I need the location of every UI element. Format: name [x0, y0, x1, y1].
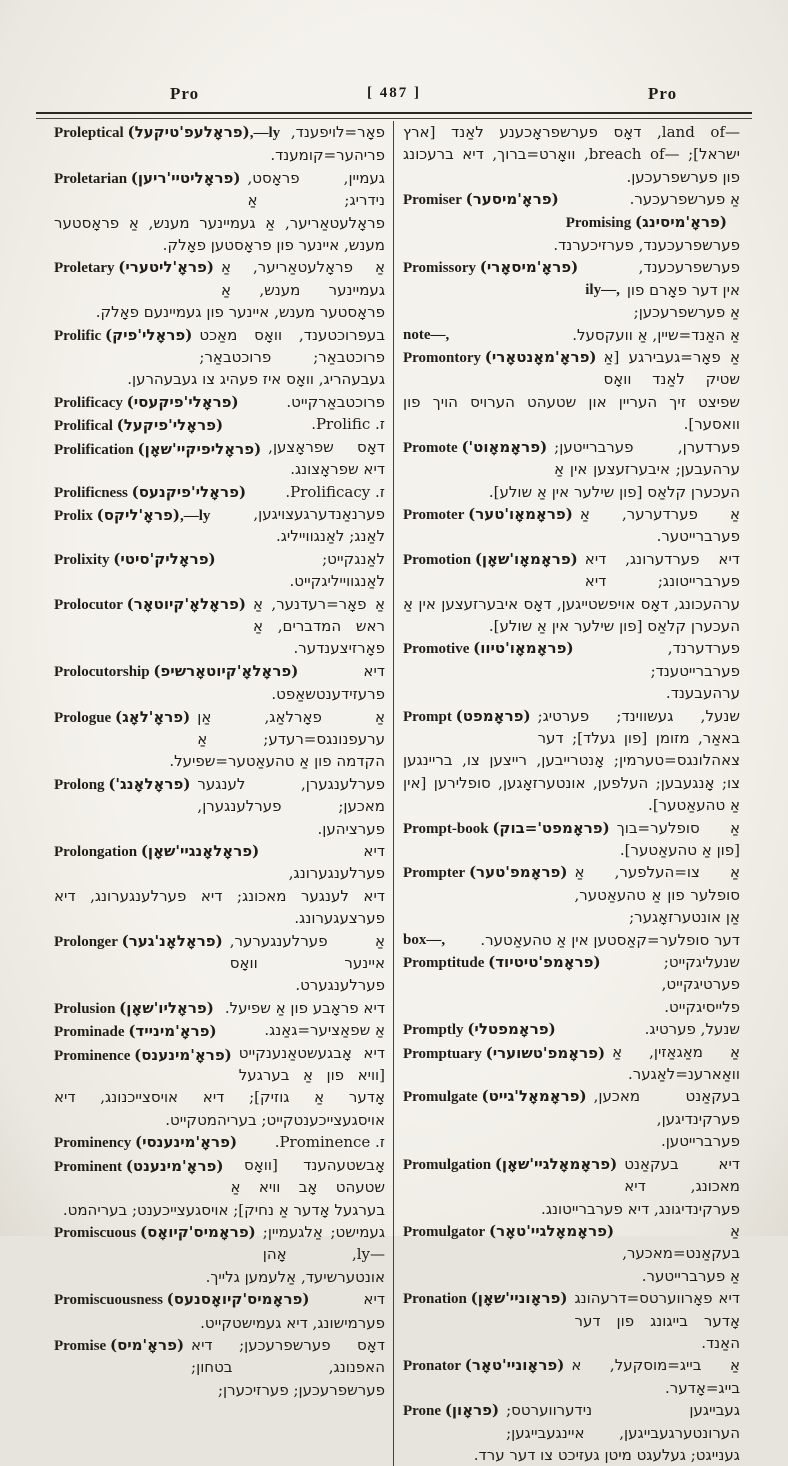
pronunciation: (פראָלי'פיק) [104, 325, 193, 344]
dictionary-entry: Proleptical (פראָלעפ'טיקעל),—ly פאָר=לויפענד, פריהער=קומענד. [54, 123, 385, 165]
headword-text: Pronator [403, 1358, 462, 1375]
pronunciation: (פראָ'מיסאָרי) [479, 258, 579, 277]
headword-text: Pronation [403, 1291, 467, 1308]
headword-text: Prolonger [54, 933, 118, 950]
dictionary-entry: Proletary (פראָ'ליטערי) אַ פראָלעטאַריער, אַ געמיינער מענש, אַ פראָסטער מענש, איינער פון געמיינעם פאָלק. [54, 258, 385, 322]
headword-text: Promptly [403, 1022, 464, 1039]
dictionary-entry: Promiscuousness (פראָמיס'קיואָסנעס) דיא פערמישונג, דיא געמישטקייט. [54, 1290, 385, 1332]
pronunciation: (פראָמאָלגיי'שאָן) [494, 1154, 618, 1173]
entry-headword [54, 1131, 237, 1154]
entry-runon: box—, דער סופלער=קאַסטען אין אַ טהעאַטער. [403, 929, 740, 951]
headword-text: Prolong [54, 776, 105, 793]
dictionary-entry: Prominent (פראָ'מינענט) אָבשטעהענד [וואָס שטעהט אָב וויא אַ בערגעל אָדער אַ נחיק]; אויסגעצייכענט; בעריהמט. [54, 1155, 385, 1219]
entry-headword [403, 1220, 614, 1243]
entry-headword [54, 840, 259, 863]
headword-suffix: ,—ly [179, 507, 211, 524]
dictionary-entry: Prolong (פראָלאָנג') פערלענגערן, לענגער מאכען; פערלענגערן, פערציהען. [54, 774, 385, 838]
dictionary-entry: Pronator (פראָוניי'טאָר) אַ בייג=מוסקעל, א בייג=אָדער. [403, 1356, 740, 1397]
entry-headword [403, 861, 568, 884]
dictionary-entry: Prompt (פראָמפט) שנעל, געשווינד; פערטיג; באאַר, מזומן [פון געלד]; דער צאהלונגס=טערמין; אָנטרייבען, רייצען צו, בריינגען צו; אָנגעבען; העלפען, אונטערזאָגען, סופלירען [אין אַ טהעאַטער]. [403, 706, 740, 815]
pronunciation: (פראָלאָנג') [108, 774, 191, 793]
headword-text: Prompter [403, 865, 466, 882]
dictionary-entry: Prominence (פראָ'מינענס) דיא אָבגעשטאַנענקייט [וויא פון אַ בערגעל אָדער אַ גוזיק]; דיא אויסצייכנונג, דיא אויסגעצייכענטקייט; בעריהמטקייט. [54, 1043, 385, 1129]
dictionary-entry: Prolix (פראָ'ליקס),—ly פערנאַנדערגעצויגען, לאַנג; לאַנגווייליג. [54, 504, 385, 546]
entry-headword [403, 1354, 564, 1377]
pronunciation: (פראָמפ'טיטיוד) [488, 953, 601, 972]
headword-text: Promptitude [403, 955, 485, 972]
entry-headword [54, 481, 246, 504]
dictionary-entry: Promontory (פראָ'מאָנטאָרי) אַ פאָר=געבירגע [אַ שטיק לאַנד וואָס שפיצט זיך העריין און שטעהט הערויס הויך פון וואסער]. [403, 348, 740, 434]
pronunciation: (פראָ'מיס) [109, 1335, 185, 1354]
dictionary-entry: Prolocutorship (פראָלאָ'קיוטאָרשיפ) דיא פרעזידענטשאַפט. [54, 661, 385, 704]
entry-headword [54, 504, 210, 527]
headword-text: Promiser [403, 192, 462, 209]
pronunciation: (פראָמאָו'טיוו) [473, 639, 574, 658]
pronunciation: (פראָ'מיסינג) [635, 212, 728, 231]
entry-headword [54, 706, 190, 729]
pronunciation: (פראָ'מינענס) [134, 1045, 232, 1064]
pronunciation: (פראָ'לאָג) [114, 707, 191, 726]
pronunciation: (פראָמאָו'טער) [468, 504, 573, 523]
dictionary-entry: Promptitude (פראָמפ'טיטיוד) שנעליגקייט; פערטיגקייט, פלייסיגקייט. [403, 953, 740, 1016]
pronunciation: (פראָליק'סיטי) [113, 549, 216, 568]
headword-text: Prolix [54, 507, 93, 524]
headword-text: Proletary [54, 260, 115, 277]
dictionary-entry: Prolific (פראָלי'פיק) בעפרוכטענד, וואָס מאַכט פרוכטבאַר; פרוכטבאַר; געבעהריג, וואָס איז פעהיג צו געבעהרען. [54, 325, 385, 389]
page-header [0, 84, 788, 106]
entry-runon: ily—, אין דער פאָרם פון אַ פערשפרעכען; [585, 280, 740, 322]
dictionary-entry: Prolifical (פראָלי'פיקעל) ז. Prolific. [54, 413, 385, 435]
pronunciation: (פראָלאָ'קיוטאָר) [126, 594, 246, 613]
entry-headword [403, 188, 559, 211]
dictionary-entry: Promulgation (פראָמאָלגיי'שאָן) דיא בעקאַנט מאכונג, דיא פערקינדיגונג, דיא פערברייטונג. [403, 1154, 740, 1218]
entry-headword [54, 1288, 309, 1311]
entry-headword [54, 1020, 217, 1043]
headword-text: Promulgate [403, 1089, 478, 1106]
pronunciation: (פראָמפט'=בוק) [492, 818, 610, 837]
entry-headword [403, 817, 610, 840]
entry-headword [403, 1042, 605, 1065]
pronunciation: (פראָלאָנגיי'שאָן) [140, 842, 260, 860]
pronunciation: (פראָמאָו'שאָן) [474, 549, 578, 568]
pronunciation: (פראָלי'פיקנעס) [131, 482, 247, 501]
entry-headword [403, 256, 578, 279]
pronunciation: (פראָמיס'קיואָס) [139, 1222, 256, 1241]
headword-text: Promontory [403, 350, 482, 367]
entry-headword [403, 548, 578, 571]
entry-headword [403, 1085, 587, 1108]
dictionary-entry: Promoter (פראָמאָו'טער) אַ פערדערער, אַ פערברייטער. [403, 504, 740, 546]
dictionary-entry: Promising (פראָ'מיסינג) פערשפרעכענד, פערזיכערנד. [553, 212, 740, 255]
dictionary-entry: Promptly (פראָמפטלי) שנעל, פערטיג. [403, 1018, 740, 1040]
dictionary-entry: Prone (פראָון) געבייגען נידערווערטס; הערונטערגעבייגען, איינגעבייגען; גענייגט; געלעגט מיטן געזיכט צו דער ערד. [403, 1401, 740, 1464]
headword-text: Prominence [54, 1047, 131, 1064]
right-column [393, 121, 740, 1466]
headword-text: Promote [403, 439, 458, 456]
entry-headword [54, 414, 223, 437]
headword-text: Promiscuous [54, 1224, 137, 1241]
pronunciation: (פראָלאָנ'גער) [121, 931, 223, 950]
entry-headword [54, 773, 190, 796]
dictionary-entry: Prominade (פראָ'מינייד) אַ שפאַציער=גאַנג. [54, 1019, 385, 1041]
text-columns [54, 121, 740, 1466]
dictionary-entry: Prolixity (פראָליק'סיטי) לאַנגקייט; לאַנגווייליגקייט. [54, 549, 385, 591]
dictionary-entry: Pronation (פראָוניי'שאָן) דיא פאָרווערטס=דרעהונג אָדער בייגונג פון דער האַנד. [403, 1289, 740, 1352]
entry-headword [54, 438, 261, 461]
dictionary-entry: Promotion (פראָמאָו'שאָן) דיא פערדערונג, דיא פערברייטונג; דיא ערהעכונג, דאָס אויפשטייגען, דאָס איבערזעצען אין אַ העכערן קלאַס [פון שילער אין אַ שולע]. [403, 549, 740, 635]
dictionary-entry: Proletarian (פראָליטיי'ריען) געמיין, פראָסט, נידריג; אַ פראָלעטאַריער, אַ געמיינער מענש, אַ פראָסטער מענש, איינער פון פראָסטען פאָלק. [54, 168, 385, 255]
pronunciation: (פראָ'מינענט) [125, 1156, 224, 1175]
entry-headword [403, 346, 597, 369]
entry-headword [403, 1287, 567, 1310]
entry-continuation: land of—‎, דאָס פערשפראָכענע לאַנד [ארץ ישראל]; breach of—‎, וואָרט=ברוך, דיא ברעכונג פון פערשפרעכען. [403, 123, 740, 186]
running-head-right: Pro [648, 84, 678, 103]
headword-text: Prolifical [54, 418, 113, 435]
pronunciation: (פראָלעפ'טיקעל) [127, 123, 250, 141]
pronunciation: (פראָלי'פיקעל) [116, 416, 224, 435]
entry-headword [54, 324, 192, 347]
headword-text: Proletarian [54, 170, 128, 187]
headword-text: box—, [403, 931, 446, 948]
pronunciation: (פראָ'מינייד) [128, 1022, 217, 1041]
pronunciation: (פראָמאָלגיי'טאָר) [488, 1221, 615, 1240]
entry-headword [566, 211, 727, 234]
pronunciation: (פראָליו'שאָן) [119, 998, 214, 1017]
dictionary-entry: Promulgate (פראָמאָל'גייט) בעקאַנט מאכען, פערקינדיגען, פערברייטען. [403, 1087, 740, 1151]
headword-text: Prolusion [54, 1000, 116, 1017]
entry-headword [54, 997, 214, 1020]
headword-text: Prolixity [54, 551, 110, 568]
headword-text: Promoter [403, 506, 465, 523]
headword-suffix: ,—ly [249, 125, 281, 141]
dictionary-entry: Prolificacy (פראָלי'פיקעסי) פרוכטבאַרקייט. [54, 391, 385, 413]
entry-headword [54, 121, 280, 144]
headword-text: Prolificness [54, 484, 128, 501]
entry-headword [403, 503, 573, 526]
entry-headword [403, 637, 574, 660]
headword-text: Promptuary [403, 1045, 482, 1062]
header-rule [36, 112, 752, 119]
pronunciation: (פראָליפיקיי'שאָן) [137, 439, 262, 458]
pronunciation: (פראָמפ'טער) [468, 863, 568, 882]
left-column [54, 121, 393, 1466]
headword-text: Prompt-book [403, 820, 489, 837]
pronunciation: (פראָמאָוט') [461, 437, 548, 456]
entry-headword [403, 1399, 499, 1422]
dictionary-entry: Promiser (פראָ'מיסער) אַ פערשפרעכער. [403, 188, 740, 210]
entry-headword [54, 930, 223, 953]
page-number: [ 487 ] [367, 85, 421, 101]
headword-text: Promiscuousness [54, 1292, 163, 1309]
headword-text: note—, [403, 326, 450, 343]
headword-text: Prominency [54, 1135, 132, 1152]
headword-text: ily—, [585, 281, 620, 298]
dictionary-entry: Prominency (פראָ'מינענסי) ז. Prominence. [54, 1131, 385, 1153]
headword-text: Promise [54, 1337, 107, 1354]
entry-headword [403, 1153, 617, 1176]
pronunciation: (פראָ'ליקס) [96, 505, 180, 524]
headword-text: Prolocutorship [54, 663, 150, 680]
dictionary-entry: Prompt-book (פראָמפט'=בוק) אַ סופלער=בוך [פון אַ טהעאַטער]. [403, 818, 740, 859]
headword-text: Prominent [54, 1158, 123, 1175]
entry-headword [403, 436, 547, 459]
dictionary-entry: Prolonger (פראָלאָנ'גער) אַ פערלענגערער, איינער וואָס פערלענגערט. [54, 931, 385, 995]
entry-headword [54, 548, 216, 571]
headword-text: Promulgation [403, 1156, 492, 1173]
entry-headword [54, 1221, 256, 1244]
headword-text: Prolongation [54, 844, 138, 860]
entry-headword [54, 1044, 232, 1067]
headword-text: Promissory [403, 260, 477, 277]
pronunciation: (פראָמפט) [455, 706, 531, 725]
pronunciation: (פראָ'מיסער) [465, 190, 559, 209]
dictionary-entry: Prolongation (פראָלאָנגיי'שאָן) דיא פערלענגערונג, דיא לענגער מאכונג; דיא פערלענגערונג, דיא פערצעגערונג. [54, 842, 385, 928]
entry-runon-headword [585, 279, 620, 301]
dictionary-entry: Promotive (פראָמאָו'טיוו) פערדערנד, פערברייטענד; ערהעבענד. [403, 639, 740, 703]
pronunciation: (פראָמפ'טשוערי) [485, 1043, 606, 1062]
dictionary-entry: Prolusion (פראָליו'שאָן) דיא פראָבע פון אַ שפיעל. [54, 997, 385, 1019]
entry-headword [403, 951, 601, 974]
pronunciation: (פראָ'ליטערי) [118, 258, 215, 277]
dictionary-entry: Promote (פראָמאָוט') פערדערן, פערברייטען; ערהעבען; איבערזעצען אין אַ העכערן קלאַס [פון שילער אין אַ שולע]. [403, 437, 740, 501]
pronunciation: (פראָוניי'שאָן) [470, 1289, 568, 1308]
pronunciation: (פראָון) [444, 1401, 500, 1420]
headword-text: Promotion [403, 551, 472, 568]
dictionary-entry: Prompter (פראָמפ'טער) אַ צו=העלפער, אַ סופלער פון אַ טהעאַטער, אַן אונטערזאָגער; [403, 863, 740, 927]
entry-headword [403, 705, 531, 728]
entry-headword [54, 391, 239, 414]
dictionary-entry: Promise (פראָ'מיס) דאָס פערשפרעכען; דיא האפנונג, בטחון; פערשפרעכען; פערזיכערן; [54, 1335, 385, 1399]
headword-text: Promotive [403, 641, 470, 658]
entry-headword [54, 1155, 223, 1178]
headword-text: Prominade [54, 1024, 125, 1041]
dictionary-entry: Prologue (פראָ'לאָג) אַ פאָרלאַג, אַן ערעפנונגס=רעדע; אַ הקדמה פון אַ טהעאַטער=שפיעל. [54, 707, 385, 771]
entry-runon-headword [403, 324, 449, 346]
pronunciation: (פראָלאָ'קיוטאָרשיפ) [153, 661, 299, 680]
headword-text: Prompt [403, 708, 452, 725]
pronunciation: (פראָמפטלי) [467, 1020, 556, 1039]
dictionary-entry: Promiscuous (פראָמיס'קיואָס) געמישט; אַלגעמיין; ly—‎, אָהן אונטערשיעד, אַלעמען גלייך. [54, 1222, 385, 1286]
headword-text: Prologue [54, 709, 112, 726]
dictionary-entry: Promissory (פראָ'מיסאָרי) פערשפרעכענד, [403, 256, 740, 278]
headword-text: Promising [565, 214, 632, 231]
headword-text: Promulgator [403, 1223, 486, 1240]
entry-headword [54, 256, 214, 279]
pronunciation: (פראָמיס'קיואָסנעס) [166, 1290, 310, 1309]
pronunciation: (פראָמאָל'גייט) [481, 1087, 587, 1106]
entry-runon-headword [403, 929, 445, 951]
dictionary-entry: Promptuary (פראָמפ'טשוערי) אַ מאַגאַזין, אַ וואַארענ=לאַגער. [403, 1042, 740, 1084]
pronunciation: (פראָלי'פיקעסי) [126, 392, 239, 411]
headword-text: Prolification [54, 441, 134, 458]
headword-text: Prolocutor [54, 596, 123, 613]
dictionary-entry: Promulgator (פראָמאָלגיי'טאָר) אַ בעקאַנט=מאכער, אַ פערברייטער. [403, 1221, 740, 1285]
pronunciation: (פראָליטיי'ריען) [130, 168, 241, 187]
entry-headword [54, 593, 246, 616]
headword-text: Proleptical [54, 125, 124, 141]
headword-text: Prolific [54, 327, 102, 344]
headword-text: Prone [403, 1403, 442, 1420]
headword-text: Prolificacy [54, 394, 123, 411]
pronunciation: (פראָ'מאָנטאָרי) [484, 348, 597, 367]
pronunciation: (פראָוניי'טאָר) [464, 1356, 565, 1375]
dictionary-entry: Prolocutor (פראָלאָ'קיוטאָר) אַ פאָר=רעדנער, אַ ראש המדברים, אַ פאָרזיצענדער. [54, 594, 385, 658]
dictionary-entry: Prolification (פראָליפיקיי'שאָן) דאָס שפראָצען, דיא שפראָצונג. [54, 437, 385, 479]
entry-runon: note—, אַ האַנד=שיין, אַ וועקסעל. [403, 324, 740, 346]
entry-headword [54, 167, 241, 190]
pronunciation: (פראָ'מינענסי) [134, 1133, 238, 1152]
running-head-left: Pro [170, 84, 200, 103]
entry-headword [54, 660, 298, 683]
entry-headword [54, 1334, 184, 1357]
dictionary-entry: Prolificness (פראָלי'פיקנעס) ז. Prolificacy. [54, 481, 385, 503]
entry-headword [403, 1018, 556, 1041]
